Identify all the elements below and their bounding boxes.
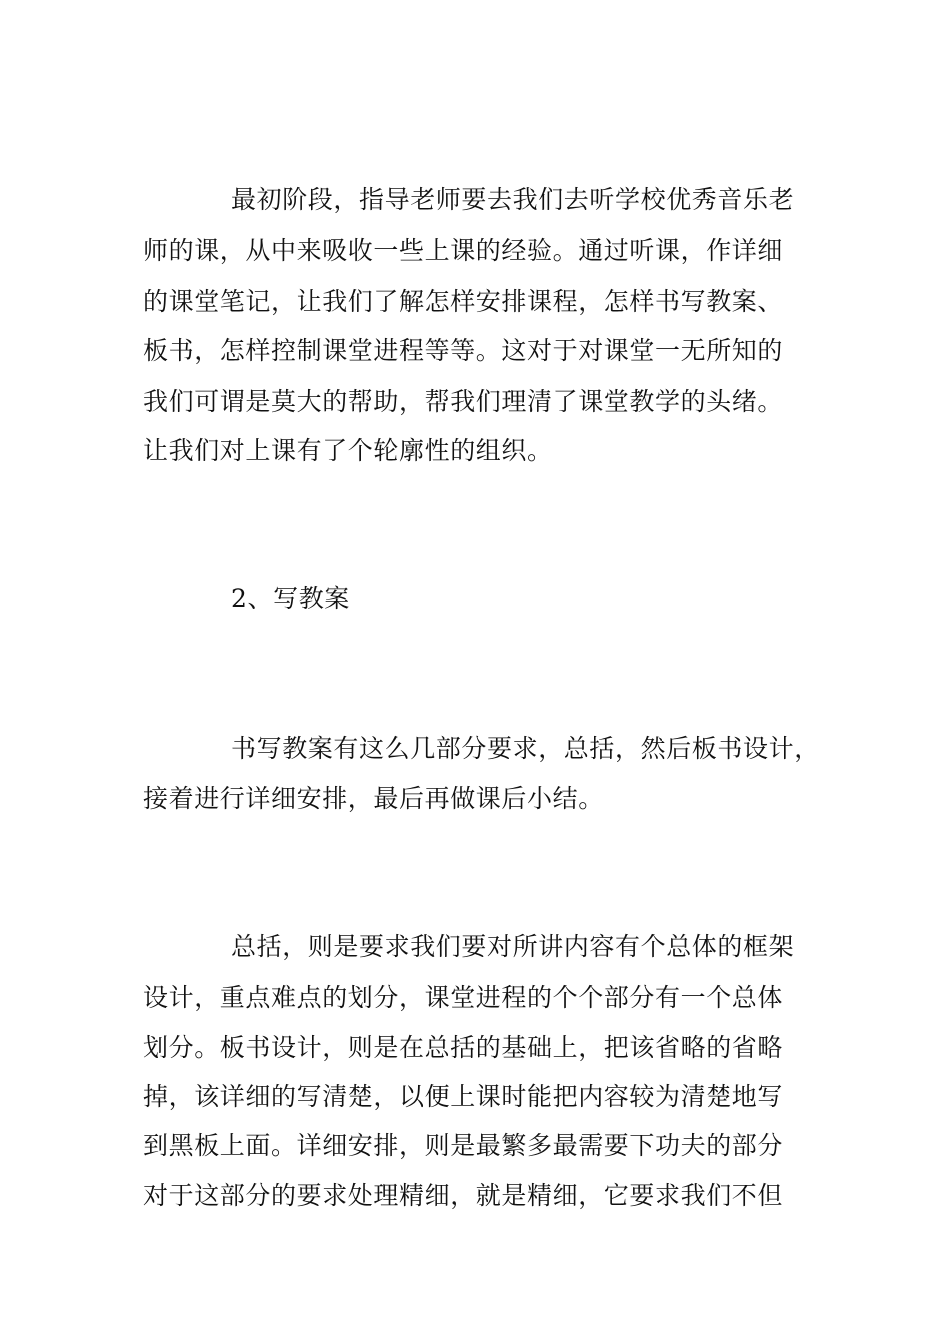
paragraph-3-line-3: 划分。板书设计，则是在总括的基础上，把该省略的省略 [143, 1033, 784, 1062]
paragraph-1-line-5: 我们可谓是莫大的帮助，帮我们理清了课堂教学的头绪。 [143, 387, 784, 416]
paragraph-3-line-1: 总括，则是要求我们要对所讲内容有个总体的框架 [231, 932, 795, 961]
paragraph-1-line-1: 最初阶段，指导老师要去我们去听学校优秀音乐老 [231, 185, 795, 214]
paragraph-1-line-4: 板书，怎样控制课堂进程等等。这对于对课堂一无所知的 [143, 336, 784, 365]
paragraph-3-line-4: 掉，该详细的写清楚，以便上课时能把内容较为清楚地写 [143, 1082, 784, 1111]
paragraph-2-line-2: 接着进行详细安排，最后再做课后小结。 [143, 784, 604, 813]
paragraph-1-line-3: 的课堂笔记，让我们了解怎样安排课程，怎样书写教案、 [143, 287, 784, 316]
paragraph-3-line-5: 到黑板上面。详细安排，则是最繁多最需要下功夫的部分 [143, 1131, 784, 1160]
paragraph-1-line-6: 让我们对上课有了个轮廓性的组织。 [143, 436, 553, 465]
paragraph-2-line-1: 书写教案有这么几部分要求，总括，然后板书设计， [231, 734, 820, 763]
section-heading: 2、写教案 [231, 584, 350, 613]
paragraph-3-line-2: 设计，重点难点的划分，课堂进程的个个部分有一个总体 [143, 983, 784, 1012]
paragraph-3-line-6: 对于这部分的要求处理精细，就是精细，它要求我们不但 [143, 1181, 784, 1210]
paragraph-1-line-2: 师的课，从中来吸收一些上课的经验。通过听课，作详细 [143, 236, 784, 265]
